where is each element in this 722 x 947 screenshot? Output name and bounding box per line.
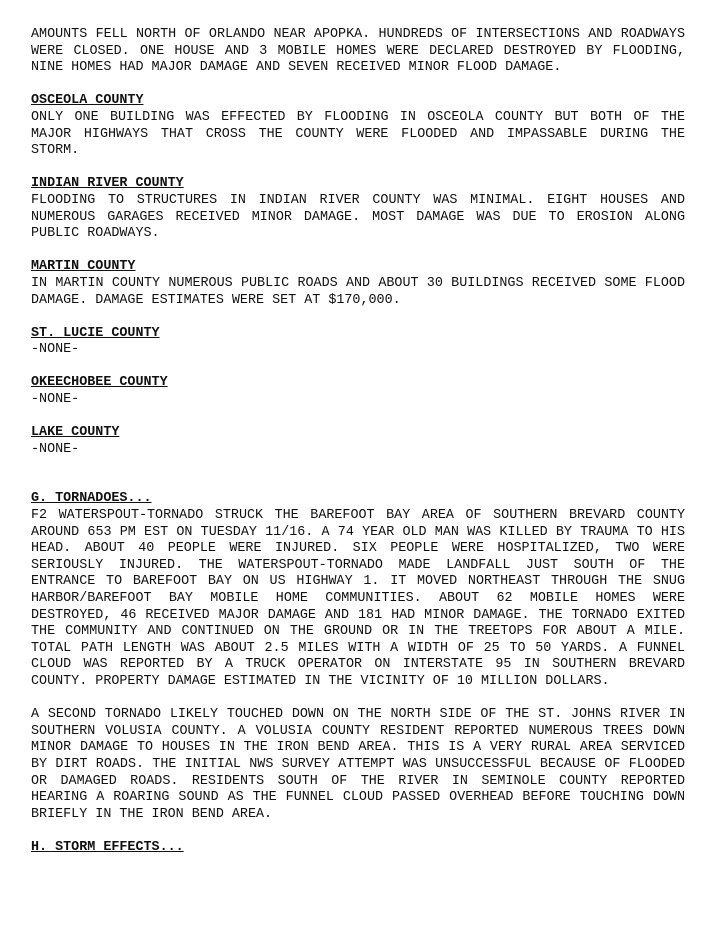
lake-heading: LAKE COUNTY (31, 425, 120, 441)
okeechobee-section (31, 375, 685, 408)
intro-paragraph: AMOUNTS FELL NORTH OF ORLANDO NEAR APOPKA. HUNDREDS OF INTERSECTIONS AND ROADWAYS WERE CLOSED. ONE HOUSE AND 3 MOBILE HOMES WERE DECLARED DESTROYED BY FLOODING, NINE HOMES HAD MAJOR DAMAGE AND SEVEN RECEIVED MINOR FLOOD DAMAGE. (31, 27, 685, 76)
osceola-heading: OSCEOLA COUNTY (31, 93, 144, 109)
st-lucie-section (31, 326, 685, 359)
st-lucie-heading: ST. LUCIE COUNTY (31, 325, 160, 341)
martin-section (31, 259, 685, 309)
tornadoes-section (31, 491, 685, 690)
osceola-section (31, 93, 685, 159)
indian-river-heading: INDIAN RIVER COUNTY (31, 176, 184, 192)
tornadoes-paragraph-2: A SECOND TORNADO LIKELY TOUCHED DOWN ON THE NORTH SIDE OF THE ST. JOHNS RIVER IN SOUTHERN VOLUSIA COUNTY. A VOLUSIA COUNTY RESIDENT REPORTED NUMEROUS TREES DOWN MINOR DAMAGE TO HOUSES IN THE IRON BEND AREA. THIS IS A VERY RURAL AREA SERVICED BY DIRT ROADS. THE INITIAL NWS SURVEY ATTEMPT WAS UNSUCCESSFUL BECAUSE OF FLOODED OR DAMAGED ROADS. RESIDENTS SOUTH OF THE RIVER IN SEMINOLE COUNTY REPORTED HEARING A ROARING SOUND AS THE FUNNEL CLOUD PASSED OVERHEAD BEFORE TOUCHING DOWN BRIEFLY IN THE IRON BEND AREA. (31, 707, 685, 822)
lake-section (31, 425, 685, 458)
lake-none: -NONE- (31, 441, 80, 457)
st-lucie-none: -NONE- (31, 342, 80, 358)
okeechobee-heading: OKEECHOBEE COUNTY (31, 375, 168, 391)
intro-section (31, 27, 685, 77)
indian-river-section (31, 176, 685, 242)
tornadoes-second-section (31, 707, 685, 823)
tornadoes-paragraph-1: F2 WATERSPOUT-TORNADO STRUCK THE BAREFOOT BAY AREA OF SOUTHERN BREVARD COUNTY AROUND 653 PM EST ON TUESDAY 11/16. A 74 YEAR OLD MAN WAS KILLED BY TRAUMA TO HIS HEAD. ABOUT 40 PEOPLE WERE INJURED. SIX PEOPLE WERE HOSPITALIZED, TWO WERE SERIOUSLY INJURED. THE WATERSPOUT-TORNADO MADE LANDFALL JUST SOUTH OF THE ENTRANCE TO BAREFOOT BAY ON US HIGHWAY 1. IT MOVED NORTHEAST THROUGH THE SNUG HARBOR/BAREFOOT BAY MOBILE HOME COMMUNITIES. ABOUT 62 MOBILE HOMES WERE DESTROYED, 46 RECEIVED MAJOR DAMAGE AND 181 HAD MINOR DAMAGE. THE TORNADO EXITED THE COMMUNITY AND CONTINUED ON THE GROUND OR IN THE TREETOPS FOR ABOUT A MILE. TOTAL PATH LENGTH WAS ABOUT 2.5 MILES WITH A WIDTH OF 25 TO 50 YARDS. A FUNNEL CLOUD WAS REPORTED BY A TRUCK OPERATOR ON INTERSTATE 95 IN SOUTHERN BREVARD COUNTY. PROPERTY DAMAGE ESTIMATED IN THE VICINITY OF 10 MILLION DOLLARS. (31, 508, 685, 689)
section-spacer (31, 458, 685, 491)
indian-river-paragraph: FLOODING TO STRUCTURES IN INDIAN RIVER COUNTY WAS MINIMAL. EIGHT HOUSES AND NUMEROUS GARAGES RECEIVED MINOR DAMAGE. MOST DAMAGE WAS DUE TO EROSION ALONG PUBLIC ROADWAYS. (31, 192, 685, 242)
storm-effects-section (31, 840, 685, 857)
storm-effects-heading: H. STORM EFFECTS... (31, 839, 184, 855)
martin-heading: MARTIN COUNTY (31, 259, 136, 275)
tornadoes-heading: G. TORNADOES... (31, 491, 152, 507)
okeechobee-none: -NONE- (31, 392, 80, 408)
osceola-paragraph: ONLY ONE BUILDING WAS EFFECTED BY FLOODING IN OSCEOLA COUNTY BUT BOTH OF THE MAJOR HIGHWAYS THAT CROSS THE COUNTY WERE FLOODED AND IMPASSABLE DURING THE STORM. (31, 109, 685, 159)
document-page (31, 27, 685, 857)
martin-paragraph: IN MARTIN COUNTY NUMEROUS PUBLIC ROADS AND ABOUT 30 BUILDINGS RECEIVED SOME FLOOD DAMAGE. DAMAGE ESTIMATES WERE SET AT $170,000. (31, 275, 685, 308)
